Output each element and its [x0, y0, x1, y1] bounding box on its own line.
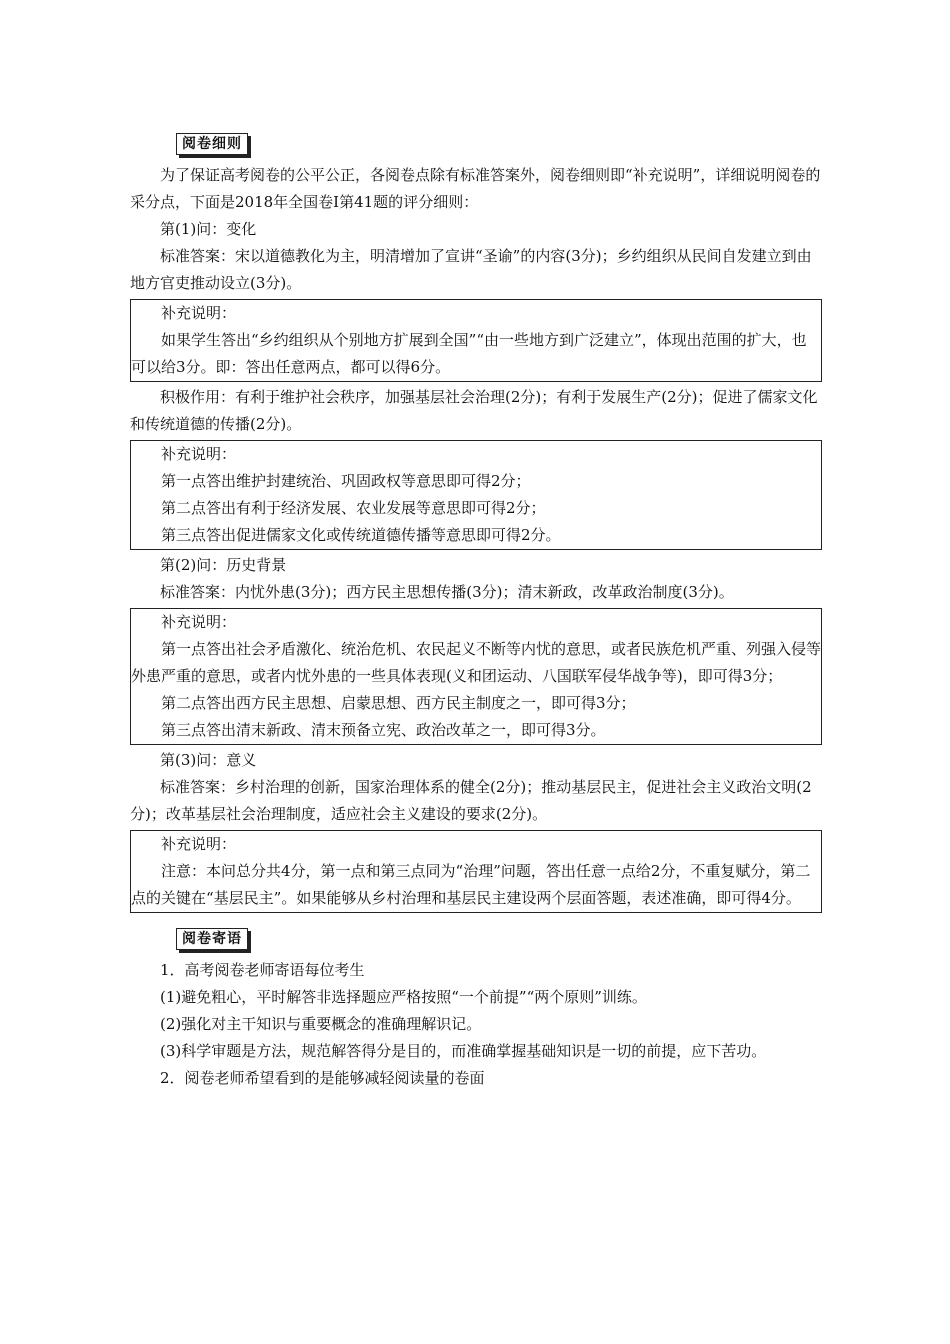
section-tag-grader-message: 阅卷寄语	[176, 928, 248, 950]
supplement-text: 第一点答出维护封建统治、巩固政权等意思即可得2分；	[161, 472, 531, 490]
supplement-text: 第三点答出清末新政、清末预备立宪、政治改革之一，即可得3分。	[161, 721, 606, 739]
q1-effect: 积极作用：有利于维护社会秩序，加强基层社会治理(2分)；有利于发展生产(2分)；促进了儒家文化和传统道德的传播(2分)。	[130, 388, 818, 433]
supplement-text: 第一点答出社会矛盾激化、统治危机、农民起义不断等内忧的意思，或者民族危机严重、列强入侵等外患严重的意思，或者内忧外患的一些具体表现(义和团运动、八国联军侵华战争等)，即可得3分；	[131, 640, 822, 685]
q3-standard-answer: 标准答案：乡村治理的创新，国家治理体系的健全(2分)；推动基层民主，促进社会主义政治文明(2分)；改革基层社会治理制度，适应社会主义建设的要求(2分)。	[130, 778, 812, 823]
supplement-box-1	[130, 299, 822, 382]
supplement-text: 第二点答出西方民主思想、启蒙思想、西方民主制度之一，即可得3分；	[161, 694, 636, 712]
supplement-text: 注意：本问总分共4分，第一点和第三点同为“治理”问题，答出任意一点给2分，不重复赋分，第二点的关键在“基层民主”。如果能够从乡村治理和基层民主建设两个层面答题，表述准确，即可得4分。	[131, 862, 811, 907]
q1-standard-answer: 标准答案：宋以道德教化为主，明清增加了宣讲“圣谕”的内容(3分)；乡约组织从民间自发建立到由地方官吏推动设立(3分)。	[130, 247, 812, 292]
message-item: (3)科学审题是方法，规范解答得分是目的，而准确掌握基础知识是一切的前提，应下苦功。	[160, 1042, 767, 1060]
supplement-box-3	[130, 608, 822, 745]
q2-standard-answer: 标准答案：内忧外患(3分)；西方民主思想传播(3分)；清末新政，改革政治制度(3分)。	[160, 583, 734, 601]
supplement-label: 补充说明：	[161, 445, 237, 463]
supplement-text: 第二点答出有利于经济发展、农业发展等意思即可得2分；	[161, 499, 546, 517]
supplement-label: 补充说明：	[161, 835, 237, 853]
q2-title: 第(2)问：历史背景	[160, 556, 287, 574]
message-item: 1．高考阅卷老师寄语每位考生	[160, 961, 365, 979]
q3-title: 第(3)问：意义	[160, 751, 257, 769]
message-item: (2)强化对主干知识与重要概念的准确理解识记。	[160, 1015, 482, 1033]
supplement-box-2	[130, 440, 822, 550]
section-tag-grading-rules: 阅卷细则	[176, 133, 248, 155]
supplement-text: 如果学生答出“乡约组织从个别地方扩展到全国”“由一些地方到广泛建立”，体现出范围的扩大，也可以给3分。即：答出任意两点，都可以得6分。	[131, 331, 807, 376]
supplement-box-4	[130, 830, 822, 913]
supplement-text: 第三点答出促进儒家文化或传统道德传播等意思即可得2分。	[161, 526, 561, 544]
message-item: (1)避免粗心，平时解答非选择题应严格按照“一个前提”“两个原则”训练。	[160, 988, 647, 1006]
message-item: 2．阅卷老师希望看到的是能够减轻阅读量的卷面	[160, 1069, 485, 1087]
q1-title: 第(1)问：变化	[160, 220, 257, 238]
supplement-label: 补充说明：	[161, 613, 237, 631]
intro-paragraph: 为了保证高考阅卷的公平公正，各阅卷点除有标准答案外，阅卷细则即“补充说明”，详细说明阅卷的采分点，下面是2018年全国卷Ⅰ第41题的评分细则：	[130, 166, 821, 211]
supplement-label: 补充说明：	[161, 304, 237, 322]
content	[130, 130, 822, 1092]
